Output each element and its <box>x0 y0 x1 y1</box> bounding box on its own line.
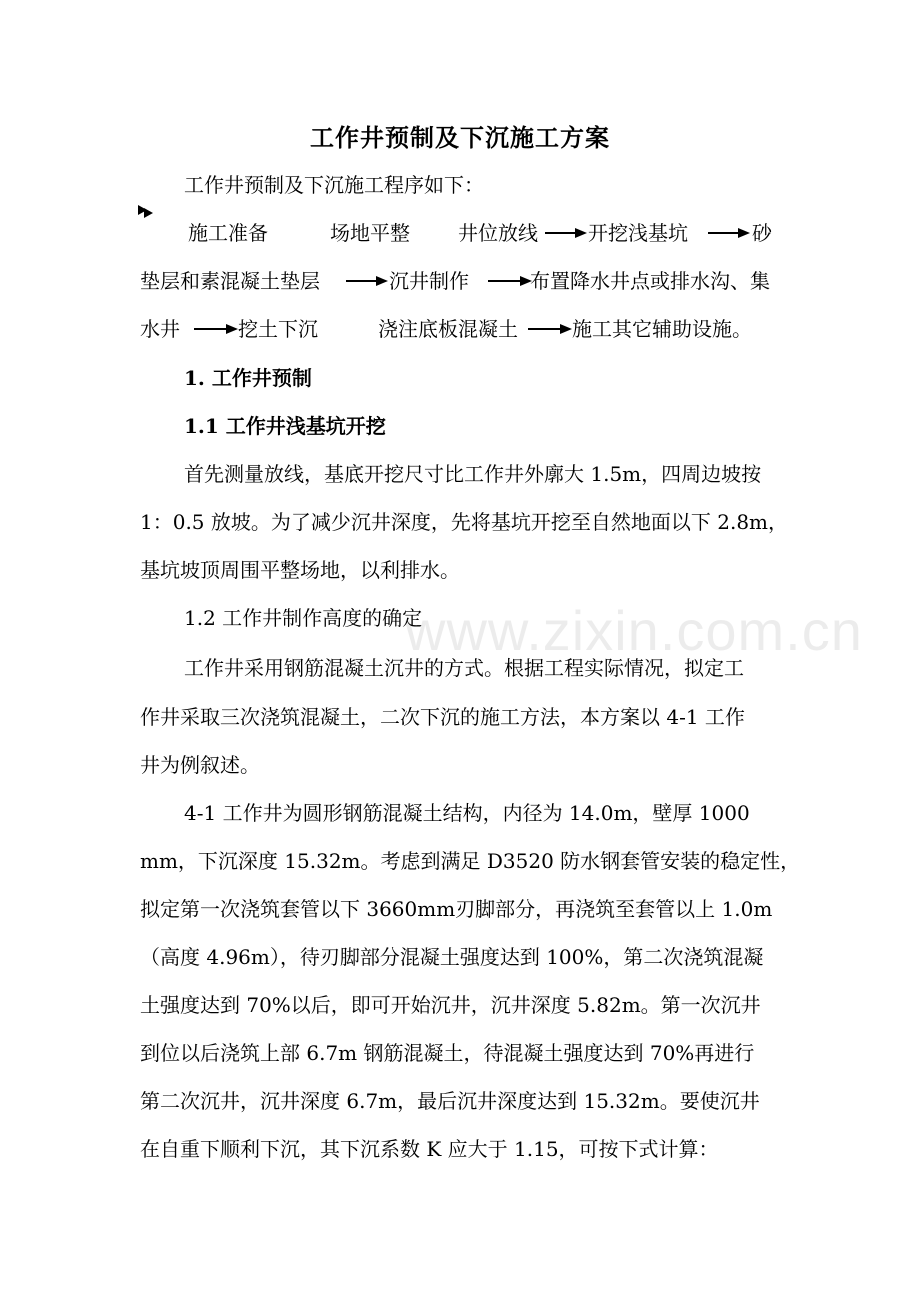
paragraph-line: mm，下沉深度 15.32m。考虑到满足 D3520 防水钢套管安装的稳定性， <box>140 849 801 873</box>
flow-step-sump: 水井 <box>140 317 180 341</box>
paragraph-line: 在自重下顺利下沉，其下沉系数 K 应大于 1.15，可按下式计算： <box>140 1137 719 1161</box>
intro-text: 工作井预制及下沉施工程序如下： <box>184 173 484 197</box>
paragraph-line: 作井采取三次浇筑混凝土，二次下沉的施工方法，本方案以 4-1 工作 <box>140 705 745 729</box>
paragraph-line: （高度 4.96m），待刃脚部分混凝土强度达到 100%，第二次浇筑混凝 <box>140 945 764 969</box>
paragraph-line: 井为例叙述。 <box>140 753 260 777</box>
paragraph-line: 第二次沉井，沉井深度 6.7m，最后沉井深度达到 15.32m。要使沉井 <box>140 1089 760 1113</box>
flow-arrow-icon <box>708 226 750 240</box>
flow-step-excavate: 开挖浅基坑 <box>588 221 688 245</box>
paragraph-line: 到位以后浇筑上部 6.7m 钢筋混凝土，待混凝土强度达到 70%再进行 <box>140 1041 755 1065</box>
bullet-arrow-icon <box>138 204 156 218</box>
paragraph-line: 拟定第一次浇筑套管以下 3660mm刃脚部分，再浇筑至套管以上 1.0m <box>140 897 773 921</box>
paragraph-line: 工作井采用钢筋混凝土沉井的方式。根据工程实际情况，拟定工 <box>184 656 744 680</box>
watermark: www.zixin.com.cn <box>405 599 863 662</box>
flow-step-prepare: 施工准备 <box>188 221 268 245</box>
heading-1: 1. 工作井预制 <box>184 366 312 390</box>
paragraph-line: 土强度达到 70%以后，即可开始沉井，沉井深度 5.82m。第一次沉井 <box>140 993 761 1017</box>
flow-arrow-icon <box>194 322 238 336</box>
flow-step-stakeout: 井位放线 <box>458 221 538 245</box>
paragraph-line: 首先测量放线，基底开挖尺寸比工作井外廓大 1.5m，四周边坡按 <box>184 462 762 486</box>
flow-step-dewater: 布置降水井点或排水沟、集 <box>530 269 770 293</box>
flow-step-level: 场地平整 <box>330 221 410 245</box>
flow-step-aux: 施工其它辅助设施。 <box>572 317 752 341</box>
document-title: 工作井预制及下沉施工方案 <box>310 123 610 152</box>
flow-arrow-icon <box>346 274 388 288</box>
flow-arrow-icon <box>488 274 532 288</box>
heading-1-1: 1.1 工作井浅基坑开挖 <box>184 414 386 438</box>
flow-step-sand: 砂 <box>752 221 772 245</box>
paragraph-line: 4-1 工作井为圆形钢筋混凝土结构，内径为 14.0m，壁厚 1000 <box>184 801 750 825</box>
flow-arrow-icon <box>528 322 572 336</box>
flow-step-sink: 挖土下沉 <box>238 317 318 341</box>
paragraph-line: 基坑坡顶周围平整场地，以利排水。 <box>140 558 460 582</box>
heading-1-2: 1.2 工作井制作高度的确定 <box>184 606 423 630</box>
flow-arrow-icon <box>545 226 587 240</box>
flow-step-caisson: 沉井制作 <box>389 269 469 293</box>
flow-step-floor: 浇注底板混凝土 <box>378 317 518 341</box>
flow-step-cushion: 垫层和素混凝土垫层 <box>140 269 320 293</box>
paragraph-line: 1：0.5 放坡。为了减少沉井深度，先将基坑开挖至自然地面以下 2.8m， <box>140 510 789 534</box>
